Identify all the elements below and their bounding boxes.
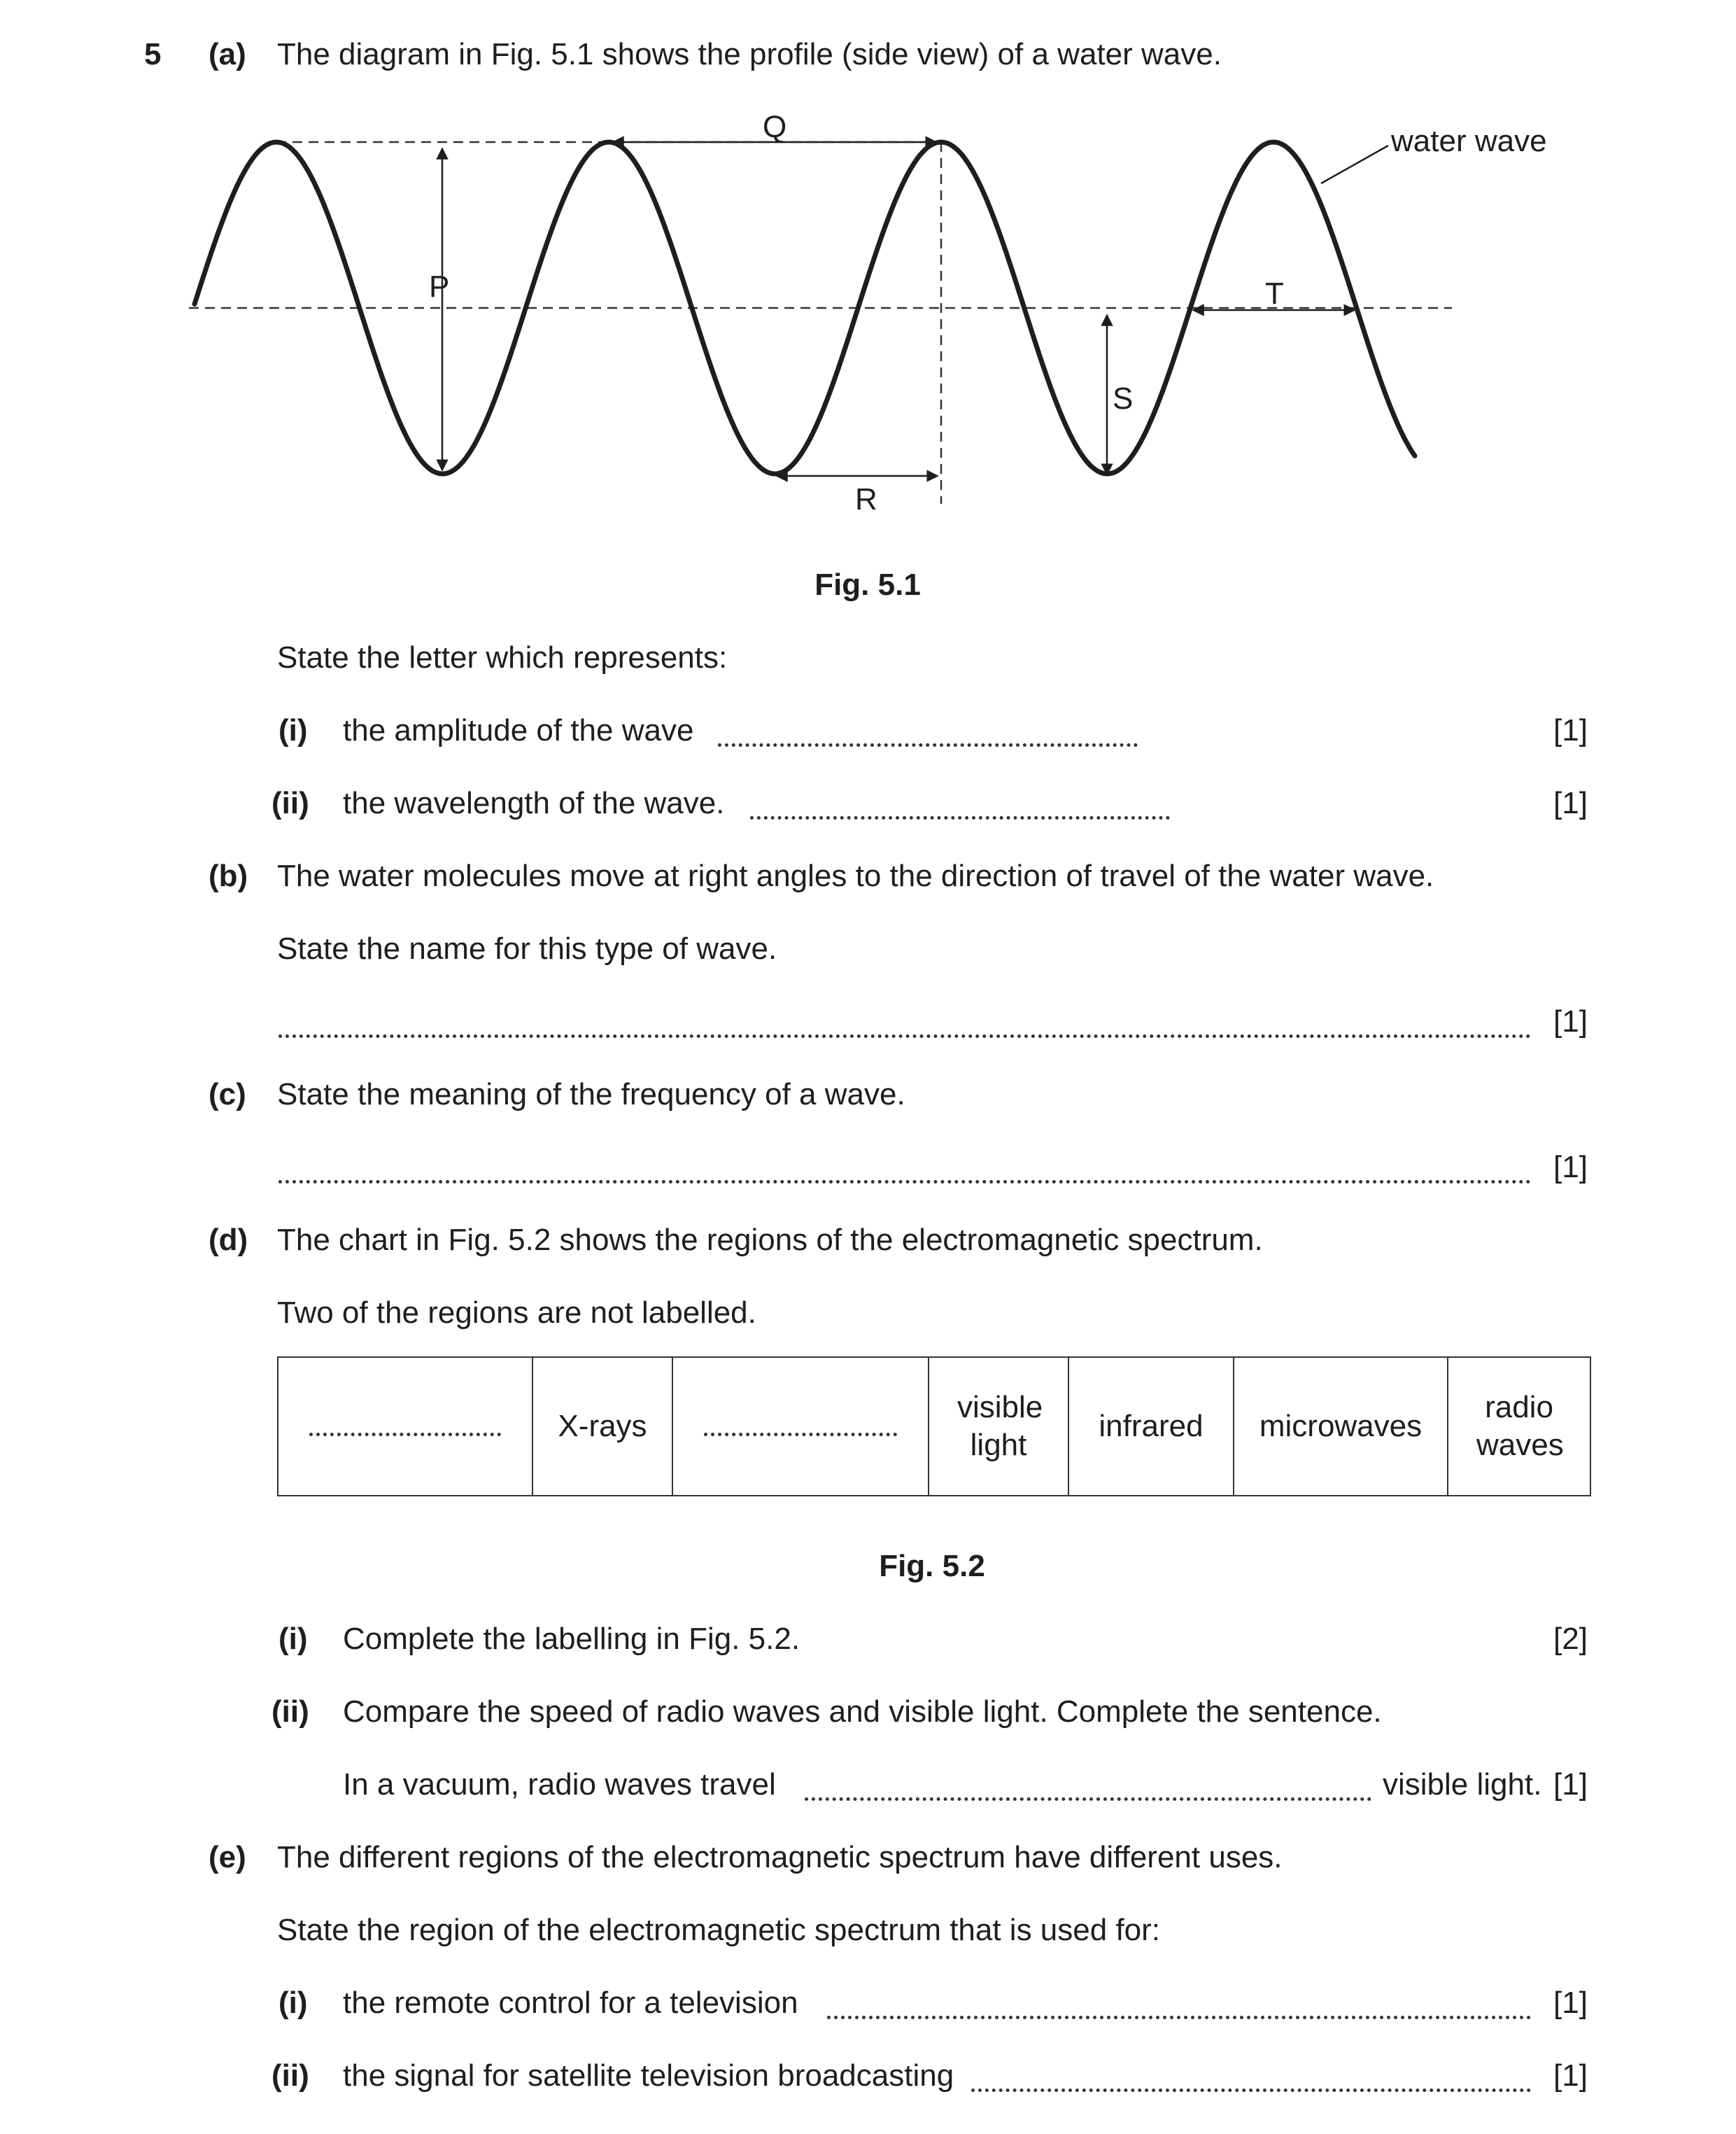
answer-line-a-ii[interactable]: [750, 796, 1170, 820]
part-e-ii-text: the signal for satellite television broadcasting: [343, 2058, 954, 2093]
marks-b: [1]: [1553, 1004, 1588, 1039]
label-t: T: [1265, 276, 1284, 311]
marks-e-ii: [1]: [1553, 2058, 1588, 2093]
answer-line-c[interactable]: [278, 1160, 1531, 1184]
marks-a-i: [1]: [1553, 713, 1588, 747]
label-water-wave: water wave: [1391, 124, 1547, 158]
part-c-text: State the meaning of the frequency of a wave.: [277, 1077, 905, 1111]
fig-5-1-caption: Fig. 5.1: [814, 568, 921, 602]
answer-line-e-ii[interactable]: [971, 2069, 1531, 2092]
fig-5-2-caption: Fig. 5.2: [879, 1549, 985, 1583]
part-d-i-text: Complete the labelling in Fig. 5.2.: [343, 1622, 800, 1656]
part-d-text2: Two of the regions are not labelled.: [277, 1296, 756, 1330]
spectrum-cell-x-rays: X-rays: [532, 1357, 672, 1496]
water-wave-diagram: [0, 0, 1736, 546]
spectrum-cell-blank-2[interactable]: [672, 1357, 929, 1496]
marks-d-i: [2]: [1553, 1622, 1588, 1656]
part-e-i-text: the remote control for a television: [343, 1986, 798, 2020]
part-d-ii-label: (ii): [271, 1694, 309, 1729]
marks-e-i: [1]: [1553, 1986, 1588, 2020]
blank-answer-dots[interactable]: [704, 1419, 896, 1436]
part-e-text: The different regions of the electromagnetic spectrum have different uses.: [277, 1840, 1283, 1874]
part-a-instruction: State the letter which represents:: [277, 640, 728, 675]
part-e-ii-label: (ii): [271, 2058, 309, 2093]
label-r: R: [855, 482, 877, 517]
answer-line-e-i[interactable]: [827, 1996, 1531, 2019]
part-d-i-label: (i): [278, 1622, 308, 1656]
label-p: P: [429, 269, 450, 304]
answer-line-a-i[interactable]: [718, 724, 1138, 747]
part-a-ii-text: the wavelength of the wave.: [343, 786, 725, 820]
marks-a-ii: [1]: [1553, 786, 1588, 820]
part-d-ii-sentence-start: In a vacuum, radio waves travel: [343, 1767, 776, 1802]
marks-d-ii: [1]: [1553, 1767, 1588, 1802]
part-a-label: (a): [209, 37, 246, 71]
marks-c: [1]: [1553, 1150, 1588, 1184]
part-e-instruction: State the region of the electromagnetic spectrum that is used for:: [277, 1913, 1161, 1947]
part-a-ii-label: (ii): [271, 786, 309, 820]
part-b-instruction: State the name for this type of wave.: [277, 932, 777, 966]
table-row: [278, 1357, 1590, 1496]
spectrum-cell-microwaves: microwaves: [1234, 1357, 1448, 1496]
spectrum-cell-blank-1[interactable]: [278, 1357, 532, 1496]
part-b-text: The water molecules move at right angles to the direction of travel of the water wave.: [277, 859, 1434, 893]
wave-leader-line: [1321, 146, 1388, 183]
part-a-i-text: the amplitude of the wave: [343, 713, 694, 747]
part-d-ii-sentence-end: visible light.: [1383, 1767, 1542, 1802]
blank-answer-dots[interactable]: [309, 1419, 501, 1436]
part-d-label: (d): [209, 1223, 248, 1257]
spectrum-cell-infrared: infrared: [1068, 1357, 1234, 1496]
em-spectrum-table: [277, 1356, 1591, 1496]
part-e-label: (e): [209, 1840, 246, 1874]
label-s: S: [1113, 381, 1134, 416]
part-a-intro: The diagram in Fig. 5.1 shows the profile (side view) of a water wave.: [277, 37, 1222, 71]
part-e-i-label: (i): [278, 1986, 308, 2020]
answer-line-d-ii[interactable]: [805, 1778, 1371, 1801]
spectrum-cell-visible-light: visible light: [929, 1357, 1068, 1496]
spectrum-cell-radio-waves: radio waves: [1448, 1357, 1590, 1496]
part-d-ii-text: Compare the speed of radio waves and visible light. Complete the sentence.: [343, 1694, 1382, 1729]
part-a-i-label: (i): [278, 713, 308, 747]
answer-line-b[interactable]: [278, 1015, 1531, 1038]
part-d-text: The chart in Fig. 5.2 shows the regions of the electromagnetic spectrum.: [277, 1223, 1263, 1257]
label-q: Q: [763, 110, 787, 144]
part-c-label: (c): [209, 1077, 246, 1111]
part-b-label: (b): [209, 859, 248, 893]
question-number: 5: [144, 37, 162, 71]
